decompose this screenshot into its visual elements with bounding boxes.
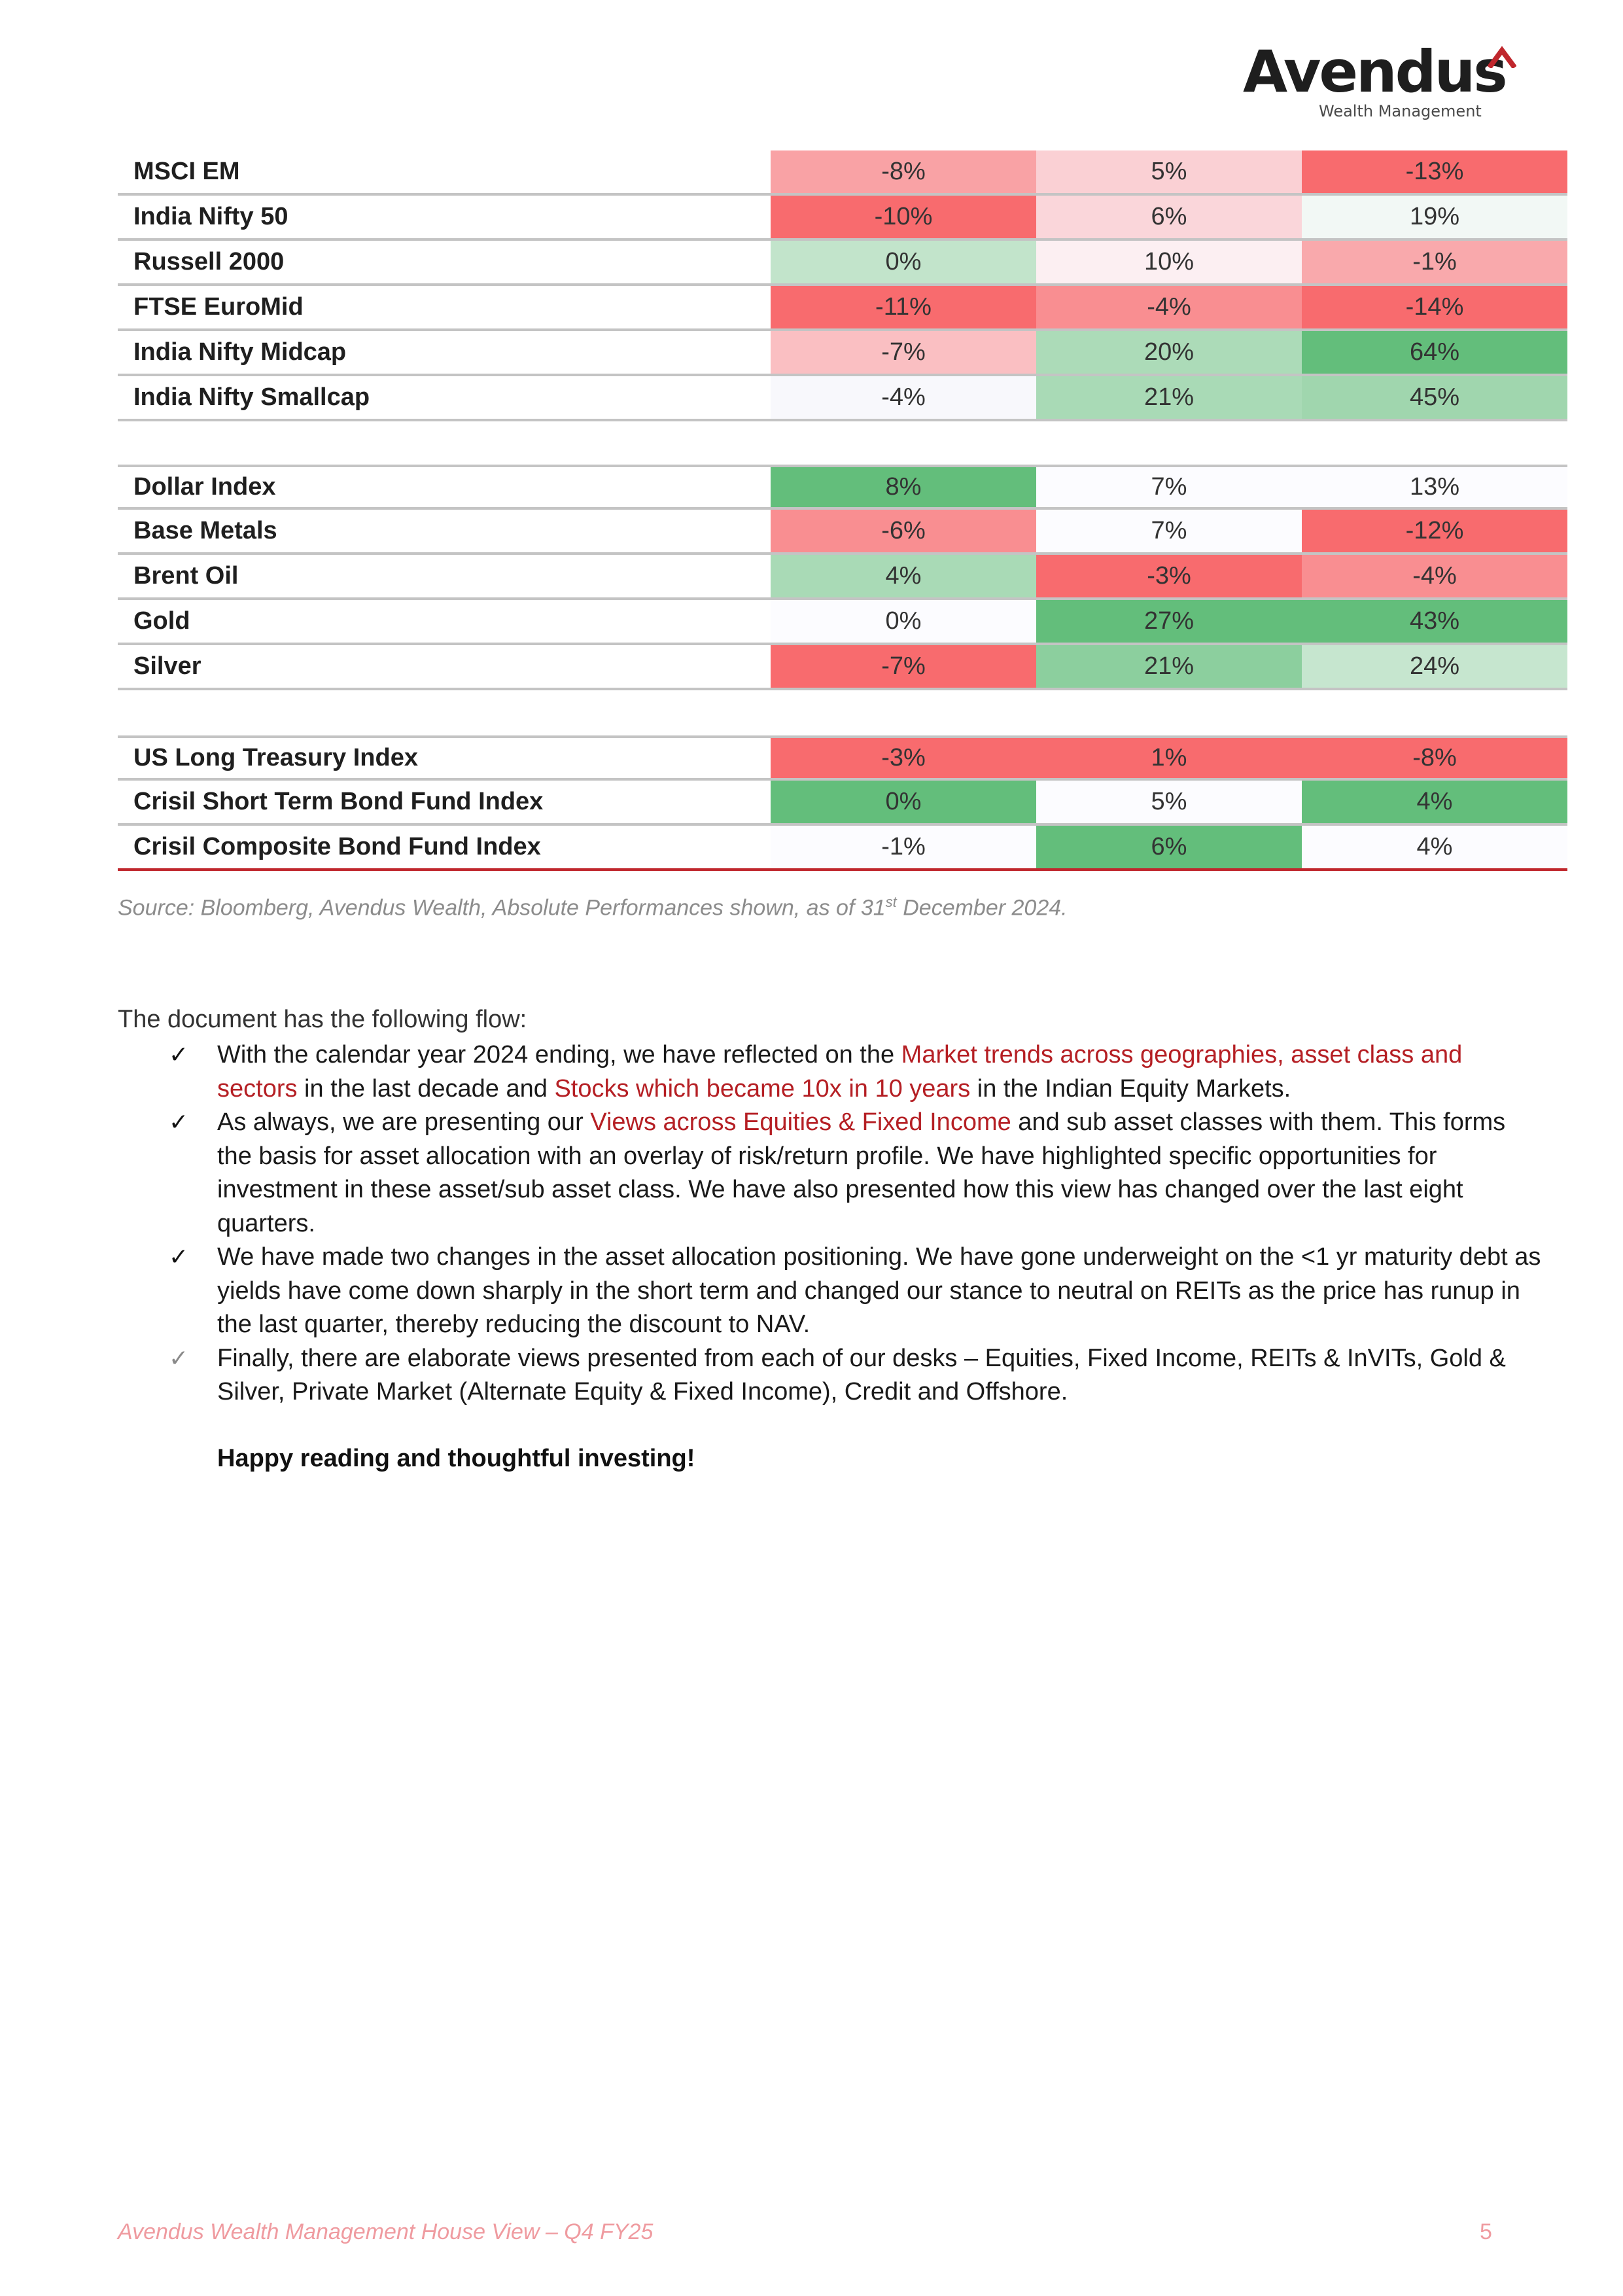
performance-cell: -13%: [1302, 150, 1567, 193]
flow-bullet: [169, 1241, 1543, 1342]
closing-line: Happy reading and thoughtful investing!: [217, 1445, 695, 1472]
flow-bullet-list: [169, 1038, 1543, 1409]
flow-bullet: [169, 1038, 1543, 1106]
performance-cell: 6%: [1036, 826, 1302, 868]
row-label: India Nifty Midcap: [133, 338, 347, 366]
row-label: India Nifty Smallcap: [133, 383, 370, 411]
performance-cell: 7%: [1036, 467, 1302, 507]
flow-bullet: [169, 1342, 1543, 1409]
performance-cell: 7%: [1036, 510, 1302, 552]
row-label: India Nifty 50: [133, 203, 288, 230]
row-label: Base Metals: [133, 517, 277, 544]
performance-cell: -4%: [771, 376, 1036, 419]
checkmark-icon: ✓: [169, 1042, 189, 1069]
performance-cell: 5%: [1036, 150, 1302, 193]
row-label: Russell 2000: [133, 248, 285, 275]
performance-cell: -11%: [771, 286, 1036, 328]
performance-cell: -3%: [771, 738, 1036, 778]
row-label: Gold: [133, 607, 190, 635]
performance-cell: 8%: [771, 467, 1036, 507]
footer-title: Avendus Wealth Management House View – Q4 FY25: [118, 2219, 654, 2244]
table-row: [118, 510, 1567, 555]
table-row: [118, 645, 1567, 690]
row-label: Dollar Index: [133, 473, 276, 501]
performance-cell: 24%: [1302, 645, 1567, 688]
performance-cell: 1%: [1036, 738, 1302, 778]
highlighted-phrase: Stocks which became 10x in 10 years: [554, 1074, 971, 1103]
performance-cell: 5%: [1036, 781, 1302, 823]
performance-cell: 10%: [1036, 241, 1302, 283]
checkmark-icon: ✓: [169, 1244, 189, 1271]
performance-cell: -7%: [771, 331, 1036, 374]
table-row: [118, 376, 1567, 421]
row-label: Brent Oil: [133, 562, 239, 590]
performance-cell: 0%: [771, 600, 1036, 643]
performance-cell: -14%: [1302, 286, 1567, 328]
performance-table-commodities: [118, 465, 1567, 690]
performance-cell: -4%: [1036, 286, 1302, 328]
logo-tagline: Wealth Management: [1319, 102, 1482, 120]
flow-intro: The document has the following flow:: [118, 1006, 527, 1033]
performance-cell: 13%: [1302, 467, 1567, 507]
performance-cell: -8%: [1302, 738, 1567, 778]
performance-cell: -3%: [1036, 555, 1302, 597]
performance-cell: 45%: [1302, 376, 1567, 419]
row-label: FTSE EuroMid: [133, 293, 304, 321]
table-row: [118, 781, 1567, 826]
performance-cell: -4%: [1302, 555, 1567, 597]
performance-cell: 4%: [1302, 826, 1567, 868]
row-label: Crisil Short Term Bond Fund Index: [133, 788, 544, 815]
table-row: [118, 286, 1567, 331]
highlighted-phrase: Views across Equities & Fixed Income: [590, 1108, 1011, 1136]
table-row: [118, 555, 1567, 600]
table-row: [118, 600, 1567, 645]
performance-cell: 0%: [771, 241, 1036, 283]
performance-table-equities: [118, 150, 1567, 421]
logo-wordmark: Avendus: [1243, 38, 1506, 105]
performance-cell: 43%: [1302, 600, 1567, 643]
bullet-text: With the calendar year 2024 ending, we have reflected on the: [217, 1041, 901, 1069]
row-label: MSCI EM: [133, 158, 240, 185]
avendus-logo: [1243, 38, 1518, 128]
performance-table-fixed-income: [118, 735, 1567, 871]
table-row: [118, 465, 1567, 510]
performance-cell: 0%: [771, 781, 1036, 823]
source-superscript: st: [885, 894, 897, 910]
source-note: [118, 894, 1068, 921]
performance-cell: 4%: [771, 555, 1036, 597]
performance-cell: -8%: [771, 150, 1036, 193]
row-label: US Long Treasury Index: [133, 744, 418, 771]
performance-cell: 21%: [1036, 376, 1302, 419]
performance-cell: -1%: [1302, 241, 1567, 283]
table-row: [118, 196, 1567, 241]
performance-cell: 21%: [1036, 645, 1302, 688]
performance-cell: -6%: [771, 510, 1036, 552]
bullet-text: and sub asset classes with them. This forms the basis for asset allocation with an overlay of risk/return profile. We have highlighted specific opportunities for investment in these asset/sub asset class. We have also presented how this view has changed over the last eight quarters.: [217, 1108, 1506, 1237]
flow-bullet: [169, 1106, 1543, 1241]
bullet-text: We have made two changes in the asset allocation positioning. We have gone underweight on the <1 yr maturity debt as yields have come down sharply in the short term and changed our stance to neutral on REITs as the price has runup in the last quarter, thereby reducing the discount to NAV.: [217, 1243, 1541, 1338]
bullet-text: in the last decade and: [297, 1074, 555, 1103]
performance-cell: 27%: [1036, 600, 1302, 643]
highlighted-phrase: Market trends across geographies, asset class and sectors: [217, 1041, 1463, 1103]
row-label: Crisil Composite Bond Fund Index: [133, 833, 541, 860]
table-row: [118, 826, 1567, 871]
performance-cell: -7%: [771, 645, 1036, 688]
table-row: [118, 150, 1567, 196]
page-number: 5: [1480, 2219, 1492, 2244]
bullet-text: As always, we are presenting our: [217, 1108, 591, 1136]
performance-cell: -10%: [771, 196, 1036, 238]
table-row: [118, 735, 1567, 781]
row-label: Silver: [133, 652, 201, 680]
performance-cell: 4%: [1302, 781, 1567, 823]
performance-cell: 19%: [1302, 196, 1567, 238]
bullet-text: in the Indian Equity Markets.: [970, 1074, 1291, 1103]
table-row: [118, 331, 1567, 376]
performance-cell: 20%: [1036, 331, 1302, 374]
caret-icon: [1488, 46, 1516, 68]
source-suffix: December 2024.: [896, 895, 1068, 921]
table-row: [118, 241, 1567, 286]
checkmark-icon: ✓: [169, 1345, 189, 1372]
source-prefix: Source: Bloomberg, Avendus Wealth, Absolute Performances shown, as of 31: [118, 895, 886, 921]
performance-cell: -12%: [1302, 510, 1567, 552]
performance-cell: -1%: [771, 826, 1036, 868]
performance-cell: 64%: [1302, 331, 1567, 374]
bullet-text: Finally, there are elaborate views presented from each of our desks – Equities, Fixed Income, REITs & InVITs, Gold & Silver, Private Market (Alternate Equity & Fixed Income), Credit and Offshore.: [217, 1344, 1506, 1405]
performance-cell: 6%: [1036, 196, 1302, 238]
checkmark-icon: ✓: [169, 1109, 189, 1136]
